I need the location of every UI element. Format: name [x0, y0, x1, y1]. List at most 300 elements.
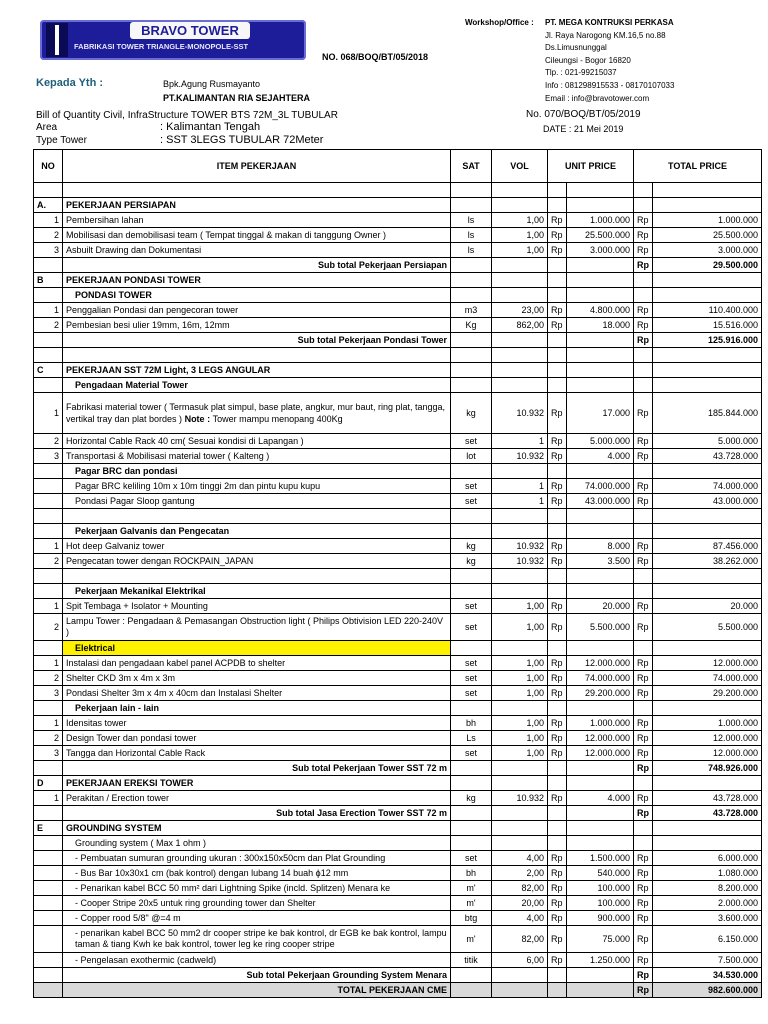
item-description: Design Tower dan pondasi tower [63, 731, 451, 746]
volume: 4,00 [492, 851, 548, 866]
empty-cell [492, 776, 548, 791]
empty-cell [567, 584, 634, 599]
item-description: Tangga dan Horizontal Cable Rack [63, 746, 451, 761]
unit-of-measure: set [451, 599, 492, 614]
highlight-row [34, 641, 762, 656]
currency-label: Rp [548, 731, 567, 746]
subtotal-row [34, 258, 762, 273]
empty-cell [451, 348, 492, 363]
table-row [34, 449, 762, 464]
table-row [34, 836, 762, 851]
item-description: - Penarikan kabel BCC 50 mm² dari Lightning Spike (incld. Splitzen) Menara ke [63, 881, 451, 896]
blank-row [34, 348, 762, 363]
item-description: Pondasi Pagar Sloop gantung [63, 494, 451, 509]
empty-cell [63, 509, 451, 524]
row-number: 3 [34, 686, 63, 701]
item-description: Pondasi Shelter 3m x 4m x 40cm dan Instalasi Shelter [63, 686, 451, 701]
total-price: 12.000.000 [653, 656, 762, 671]
empty-cell [451, 509, 492, 524]
volume: 20,00 [492, 896, 548, 911]
empty-cell [451, 273, 492, 288]
currency-label: Rp [548, 866, 567, 881]
total-price: 6.150.000 [653, 926, 762, 953]
company-address3: Cileungsi - Bogor 16820 [545, 56, 631, 65]
empty-cell [567, 509, 634, 524]
unit-of-measure: lot [451, 449, 492, 464]
volume: 82,00 [492, 881, 548, 896]
table-row [34, 318, 762, 333]
empty-cell [34, 569, 63, 584]
company-address2: Ds.Limusnunggal [545, 43, 607, 52]
empty-cell [451, 983, 492, 998]
empty-cell [653, 183, 762, 198]
total-price [653, 836, 762, 851]
empty-cell [634, 464, 653, 479]
currency-label: Rp [634, 554, 653, 569]
empty-cell [567, 333, 634, 348]
currency-label: Rp [634, 761, 653, 776]
currency-label: Rp [634, 983, 653, 998]
empty-cell [492, 348, 548, 363]
currency-label: Rp [634, 479, 653, 494]
empty-cell [634, 273, 653, 288]
total-price: 1.080.000 [653, 866, 762, 881]
company-logo [40, 20, 306, 60]
volume: 10.932 [492, 449, 548, 464]
total-price: 8.200.000 [653, 881, 762, 896]
empty-cell [548, 776, 567, 791]
empty-cell [451, 584, 492, 599]
empty-cell [567, 348, 634, 363]
total-price: 87.456.000 [653, 539, 762, 554]
unit-of-measure: bh [451, 866, 492, 881]
subtotal-value: 748.926.000 [653, 761, 762, 776]
empty-cell [63, 348, 451, 363]
subtotal-label: Sub total Pekerjaan Tower SST 72 m [63, 761, 451, 776]
unit-of-measure: set [451, 746, 492, 761]
unit-of-measure: ls [451, 228, 492, 243]
currency-label: Rp [548, 479, 567, 494]
unit-of-measure: m' [451, 896, 492, 911]
empty-cell [634, 584, 653, 599]
empty-cell [492, 288, 548, 303]
empty-cell [492, 183, 548, 198]
total-price: 29.200.000 [653, 686, 762, 701]
subtotal-row [34, 806, 762, 821]
currency-label: Rp [548, 896, 567, 911]
unit-of-measure: ls [451, 243, 492, 258]
empty-cell [492, 584, 548, 599]
volume [492, 836, 548, 851]
empty-cell [492, 363, 548, 378]
empty-cell [492, 378, 548, 393]
empty-cell [634, 701, 653, 716]
empty-cell [548, 821, 567, 836]
currency-label: Rp [634, 318, 653, 333]
unit-price: 4.800.000 [567, 303, 634, 318]
volume: 1,00 [492, 746, 548, 761]
item-description: Penggalian Pondasi dan pengecoran tower [63, 303, 451, 318]
item-description: Perakitan / Erection tower [63, 791, 451, 806]
empty-cell [567, 273, 634, 288]
empty-cell [63, 569, 451, 584]
subtotal-row [34, 333, 762, 348]
recipient-person: Bpk.Agung Rusmayanto [163, 79, 261, 89]
empty-cell [492, 761, 548, 776]
item-description: Spit Tembaga + Isolator + Mounting [63, 599, 451, 614]
subtotal-value: 982.600.000 [653, 983, 762, 998]
empty-cell [634, 378, 653, 393]
volume: 10.932 [492, 539, 548, 554]
currency-label: Rp [634, 968, 653, 983]
empty-cell [34, 584, 63, 599]
currency-label: Rp [634, 881, 653, 896]
unit-price: 12.000.000 [567, 656, 634, 671]
empty-cell [34, 258, 63, 273]
total-price: 1.000.000 [653, 213, 762, 228]
section-row [34, 821, 762, 836]
currency-label: Rp [548, 881, 567, 896]
currency-label: Rp [548, 671, 567, 686]
subheading-row [34, 288, 762, 303]
empty-cell [634, 183, 653, 198]
subheading-title: Pagar BRC dan pondasi [63, 464, 451, 479]
table-row [34, 656, 762, 671]
currency-label: Rp [634, 213, 653, 228]
row-number: 3 [34, 243, 63, 258]
unit-of-measure: titik [451, 953, 492, 968]
item-description: - Bus Bar 10x30x1 cm (bak kontrol) dengan lubang 14 buah ϕ12 mm [63, 866, 451, 881]
unit-of-measure [451, 836, 492, 851]
empty-cell [451, 968, 492, 983]
header-no: NO [34, 150, 63, 183]
item-description: Pembersihan lahan [63, 213, 451, 228]
subheading-row [34, 701, 762, 716]
table-row [34, 303, 762, 318]
empty-cell [451, 258, 492, 273]
currency-label [548, 836, 567, 851]
unit-of-measure: bh [451, 716, 492, 731]
currency-label: Rp [634, 911, 653, 926]
empty-cell [451, 333, 492, 348]
currency-label: Rp [634, 258, 653, 273]
header-total-price: TOTAL PRICE [634, 150, 762, 183]
empty-cell [492, 968, 548, 983]
empty-cell [567, 363, 634, 378]
empty-cell [548, 584, 567, 599]
empty-cell [653, 776, 762, 791]
tower-icon [46, 23, 68, 57]
company-phone: Tlp. : 021-99215037 [545, 68, 617, 77]
subtotal-row [34, 968, 762, 983]
empty-cell [653, 288, 762, 303]
empty-cell [634, 776, 653, 791]
unit-price: 1.000.000 [567, 213, 634, 228]
item-description: Shelter CKD 3m x 4m x 3m [63, 671, 451, 686]
section-title: PEKERJAAN EREKSI TOWER [63, 776, 451, 791]
empty-cell [567, 198, 634, 213]
empty-cell [653, 569, 762, 584]
empty-cell [492, 806, 548, 821]
type-tower-value: : SST 3LEGS TUBULAR 72Meter [160, 134, 324, 146]
table-row [34, 851, 762, 866]
total-price: 38.262.000 [653, 554, 762, 569]
subtotal-label: Sub total Pekerjaan Pondasi Tower [63, 333, 451, 348]
item-description: Instalasi dan pengadaan kabel panel ACPDB to shelter [63, 656, 451, 671]
volume: 1,00 [492, 671, 548, 686]
row-number [34, 494, 63, 509]
section-row [34, 776, 762, 791]
unit-of-measure: set [451, 686, 492, 701]
empty-cell [548, 524, 567, 539]
unit-price: 74.000.000 [567, 671, 634, 686]
currency-label: Rp [634, 614, 653, 641]
header-unit-price: UNIT PRICE [548, 150, 634, 183]
table-row [34, 479, 762, 494]
empty-cell [492, 509, 548, 524]
unit-price [567, 836, 634, 851]
unit-price: 18.000 [567, 318, 634, 333]
reference-number: No. 070/BOQ/BT/05/2019 [526, 109, 641, 120]
volume: 862,00 [492, 318, 548, 333]
subheading-title: Pengadaan Material Tower [63, 378, 451, 393]
subheading-row [34, 464, 762, 479]
empty-cell [567, 701, 634, 716]
empty-cell [567, 569, 634, 584]
volume: 1,00 [492, 614, 548, 641]
currency-label: Rp [634, 746, 653, 761]
table-row [34, 599, 762, 614]
empty-cell [451, 363, 492, 378]
currency-label [634, 836, 653, 851]
empty-cell [653, 198, 762, 213]
empty-cell [567, 806, 634, 821]
empty-cell [567, 524, 634, 539]
unit-price: 540.000 [567, 866, 634, 881]
subtotal-row [34, 761, 762, 776]
empty-cell [34, 348, 63, 363]
row-number [34, 953, 63, 968]
row-number: 1 [34, 213, 63, 228]
subheading-row [34, 378, 762, 393]
boq-table [33, 149, 762, 998]
currency-label: Rp [634, 599, 653, 614]
currency-label: Rp [634, 494, 653, 509]
currency-label: Rp [548, 716, 567, 731]
empty-cell [653, 348, 762, 363]
total-price: 20.000 [653, 599, 762, 614]
empty-cell [548, 258, 567, 273]
item-description: Transportasi & Mobilisasi material tower ( Kalteng ) [63, 449, 451, 464]
currency-label: Rp [634, 806, 653, 821]
item-description: Pengecatan tower dengan ROCKPAIN_JAPAN [63, 554, 451, 569]
empty-cell [492, 701, 548, 716]
row-number: 2 [34, 731, 63, 746]
currency-label: Rp [634, 243, 653, 258]
currency-label: Rp [634, 333, 653, 348]
empty-cell [451, 569, 492, 584]
table-row [34, 716, 762, 731]
unit-of-measure: set [451, 656, 492, 671]
row-number: 1 [34, 791, 63, 806]
table-row [34, 911, 762, 926]
unit-of-measure: kg [451, 539, 492, 554]
unit-of-measure: set [451, 494, 492, 509]
empty-cell [548, 509, 567, 524]
table-row [34, 213, 762, 228]
note-text: Tower mampu menopang 400Kg [212, 414, 343, 424]
item-description: Fabrikasi material tower ( Termasuk plat simpul, base plate, angkur, mur baut, ring plat, tangga, vertikal tray dan plat bordes ) Note : Tower mampu menopang 400Kg [63, 393, 451, 434]
volume: 10.932 [492, 791, 548, 806]
currency-label: Rp [634, 851, 653, 866]
empty-cell [492, 983, 548, 998]
unit-of-measure: m3 [451, 303, 492, 318]
empty-cell [634, 198, 653, 213]
currency-label: Rp [634, 716, 653, 731]
section-title: PEKERJAAN PERSIAPAN [63, 198, 451, 213]
workshop-label: Workshop/Office : [465, 18, 534, 27]
empty-cell [567, 464, 634, 479]
header-item: ITEM PEKERJAAN [63, 150, 451, 183]
empty-cell [34, 761, 63, 776]
empty-cell [451, 464, 492, 479]
table-row [34, 494, 762, 509]
unit-of-measure: Ls [451, 731, 492, 746]
volume: 1,00 [492, 731, 548, 746]
row-number: 1 [34, 539, 63, 554]
currency-label: Rp [548, 599, 567, 614]
subtotal-label: TOTAL PEKERJAAN CME [63, 983, 451, 998]
unit-price: 75.000 [567, 926, 634, 953]
unit-price: 8.000 [567, 539, 634, 554]
currency-label: Rp [548, 318, 567, 333]
empty-cell [634, 348, 653, 363]
unit-of-measure: set [451, 479, 492, 494]
row-number [34, 881, 63, 896]
recipient-company: PT.KALIMANTAN RIA SEJAHTERA [163, 93, 311, 103]
empty-cell [451, 288, 492, 303]
currency-label: Rp [548, 746, 567, 761]
subheading-row [34, 524, 762, 539]
boq-title: Bill of Quantity Civil, InfraStructure TOWER BTS 72M_3L TUBULAR [36, 110, 338, 121]
unit-price: 12.000.000 [567, 731, 634, 746]
unit-price: 5.500.000 [567, 614, 634, 641]
empty-cell [548, 983, 567, 998]
row-number: 1 [34, 393, 63, 434]
empty-cell [653, 524, 762, 539]
unit-price: 12.000.000 [567, 746, 634, 761]
unit-of-measure: set [451, 671, 492, 686]
row-number [34, 911, 63, 926]
currency-label: Rp [548, 911, 567, 926]
unit-price: 3.000.000 [567, 243, 634, 258]
table-row [34, 881, 762, 896]
subtotal-label: Sub total Pekerjaan Grounding System Menara [63, 968, 451, 983]
currency-label: Rp [634, 671, 653, 686]
table-row [34, 791, 762, 806]
unit-price: 20.000 [567, 599, 634, 614]
currency-label: Rp [548, 449, 567, 464]
empty-cell [492, 821, 548, 836]
empty-cell [653, 363, 762, 378]
empty-cell [492, 273, 548, 288]
section-title: GROUNDING SYSTEM [63, 821, 451, 836]
table-row [34, 866, 762, 881]
total-price: 7.500.000 [653, 953, 762, 968]
subheading-row [34, 584, 762, 599]
currency-label: Rp [548, 851, 567, 866]
table-row [34, 434, 762, 449]
currency-label: Rp [548, 656, 567, 671]
total-price: 12.000.000 [653, 746, 762, 761]
empty-cell [548, 761, 567, 776]
empty-cell [492, 258, 548, 273]
row-number: 2 [34, 228, 63, 243]
unit-price: 5.000.000 [567, 434, 634, 449]
row-number: 2 [34, 614, 63, 641]
subtotal-value: 125.916.000 [653, 333, 762, 348]
empty-cell [548, 348, 567, 363]
logo-title: BRAVO TOWER [130, 22, 250, 39]
volume: 10.932 [492, 554, 548, 569]
row-number [34, 479, 63, 494]
item-description: - Pembuatan sumuran grounding ukuran : 300x150x50cm dan Plat Grounding [63, 851, 451, 866]
item-description: Pagar BRC keliling 10m x 10m tinggi 2m dan pintu kupu kupu [63, 479, 451, 494]
empty-cell [34, 524, 63, 539]
total-price: 5.500.000 [653, 614, 762, 641]
empty-cell [653, 509, 762, 524]
unit-price: 3.500 [567, 554, 634, 569]
empty-cell [567, 378, 634, 393]
row-number [34, 836, 63, 851]
item-description: Lampu Tower : Pengadaan & Pemasangan Obstruction light ( Philips Obtivision LED 220-240V ) [63, 614, 451, 641]
empty-cell [451, 761, 492, 776]
empty-cell [548, 363, 567, 378]
highlight-title: Elektrical [63, 641, 451, 656]
empty-cell [567, 983, 634, 998]
empty-cell [34, 378, 63, 393]
item-description: Idensitas tower [63, 716, 451, 731]
subtotal-value: 29.500.000 [653, 258, 762, 273]
currency-label: Rp [634, 539, 653, 554]
currency-label: Rp [634, 896, 653, 911]
document-date: DATE : 21 Mei 2019 [543, 124, 624, 134]
total-price: 25.500.000 [653, 228, 762, 243]
unit-of-measure: m' [451, 926, 492, 953]
empty-cell [548, 198, 567, 213]
currency-label: Rp [634, 393, 653, 434]
empty-cell [451, 821, 492, 836]
empty-cell [451, 183, 492, 198]
empty-cell [634, 569, 653, 584]
item-description: Mobilisasi dan demobilisasi team ( Tempat tinggal & makan di tanggung Owner ) [63, 228, 451, 243]
currency-label: Rp [548, 213, 567, 228]
currency-label: Rp [548, 393, 567, 434]
item-description: - penarikan kabel BCC 50 mm2 dr cooper stripe ke bak kontrol, dr EGB ke bak kontrol, lampu taman & tiang Kwh ke bak kontrol, tower leg ke ring cooper stripe [63, 926, 451, 953]
row-number: 1 [34, 716, 63, 731]
empty-cell [634, 509, 653, 524]
empty-cell [451, 524, 492, 539]
empty-cell [548, 333, 567, 348]
currency-label: Rp [634, 926, 653, 953]
currency-label: Rp [548, 243, 567, 258]
subtotal-label: Sub total Jasa Erection Tower SST 72 m [63, 806, 451, 821]
empty-cell [451, 776, 492, 791]
volume: 2,00 [492, 866, 548, 881]
unit-price: 29.200.000 [567, 686, 634, 701]
row-number: 2 [34, 318, 63, 333]
item-description: - Copper rood 5/8" @=4 m [63, 911, 451, 926]
